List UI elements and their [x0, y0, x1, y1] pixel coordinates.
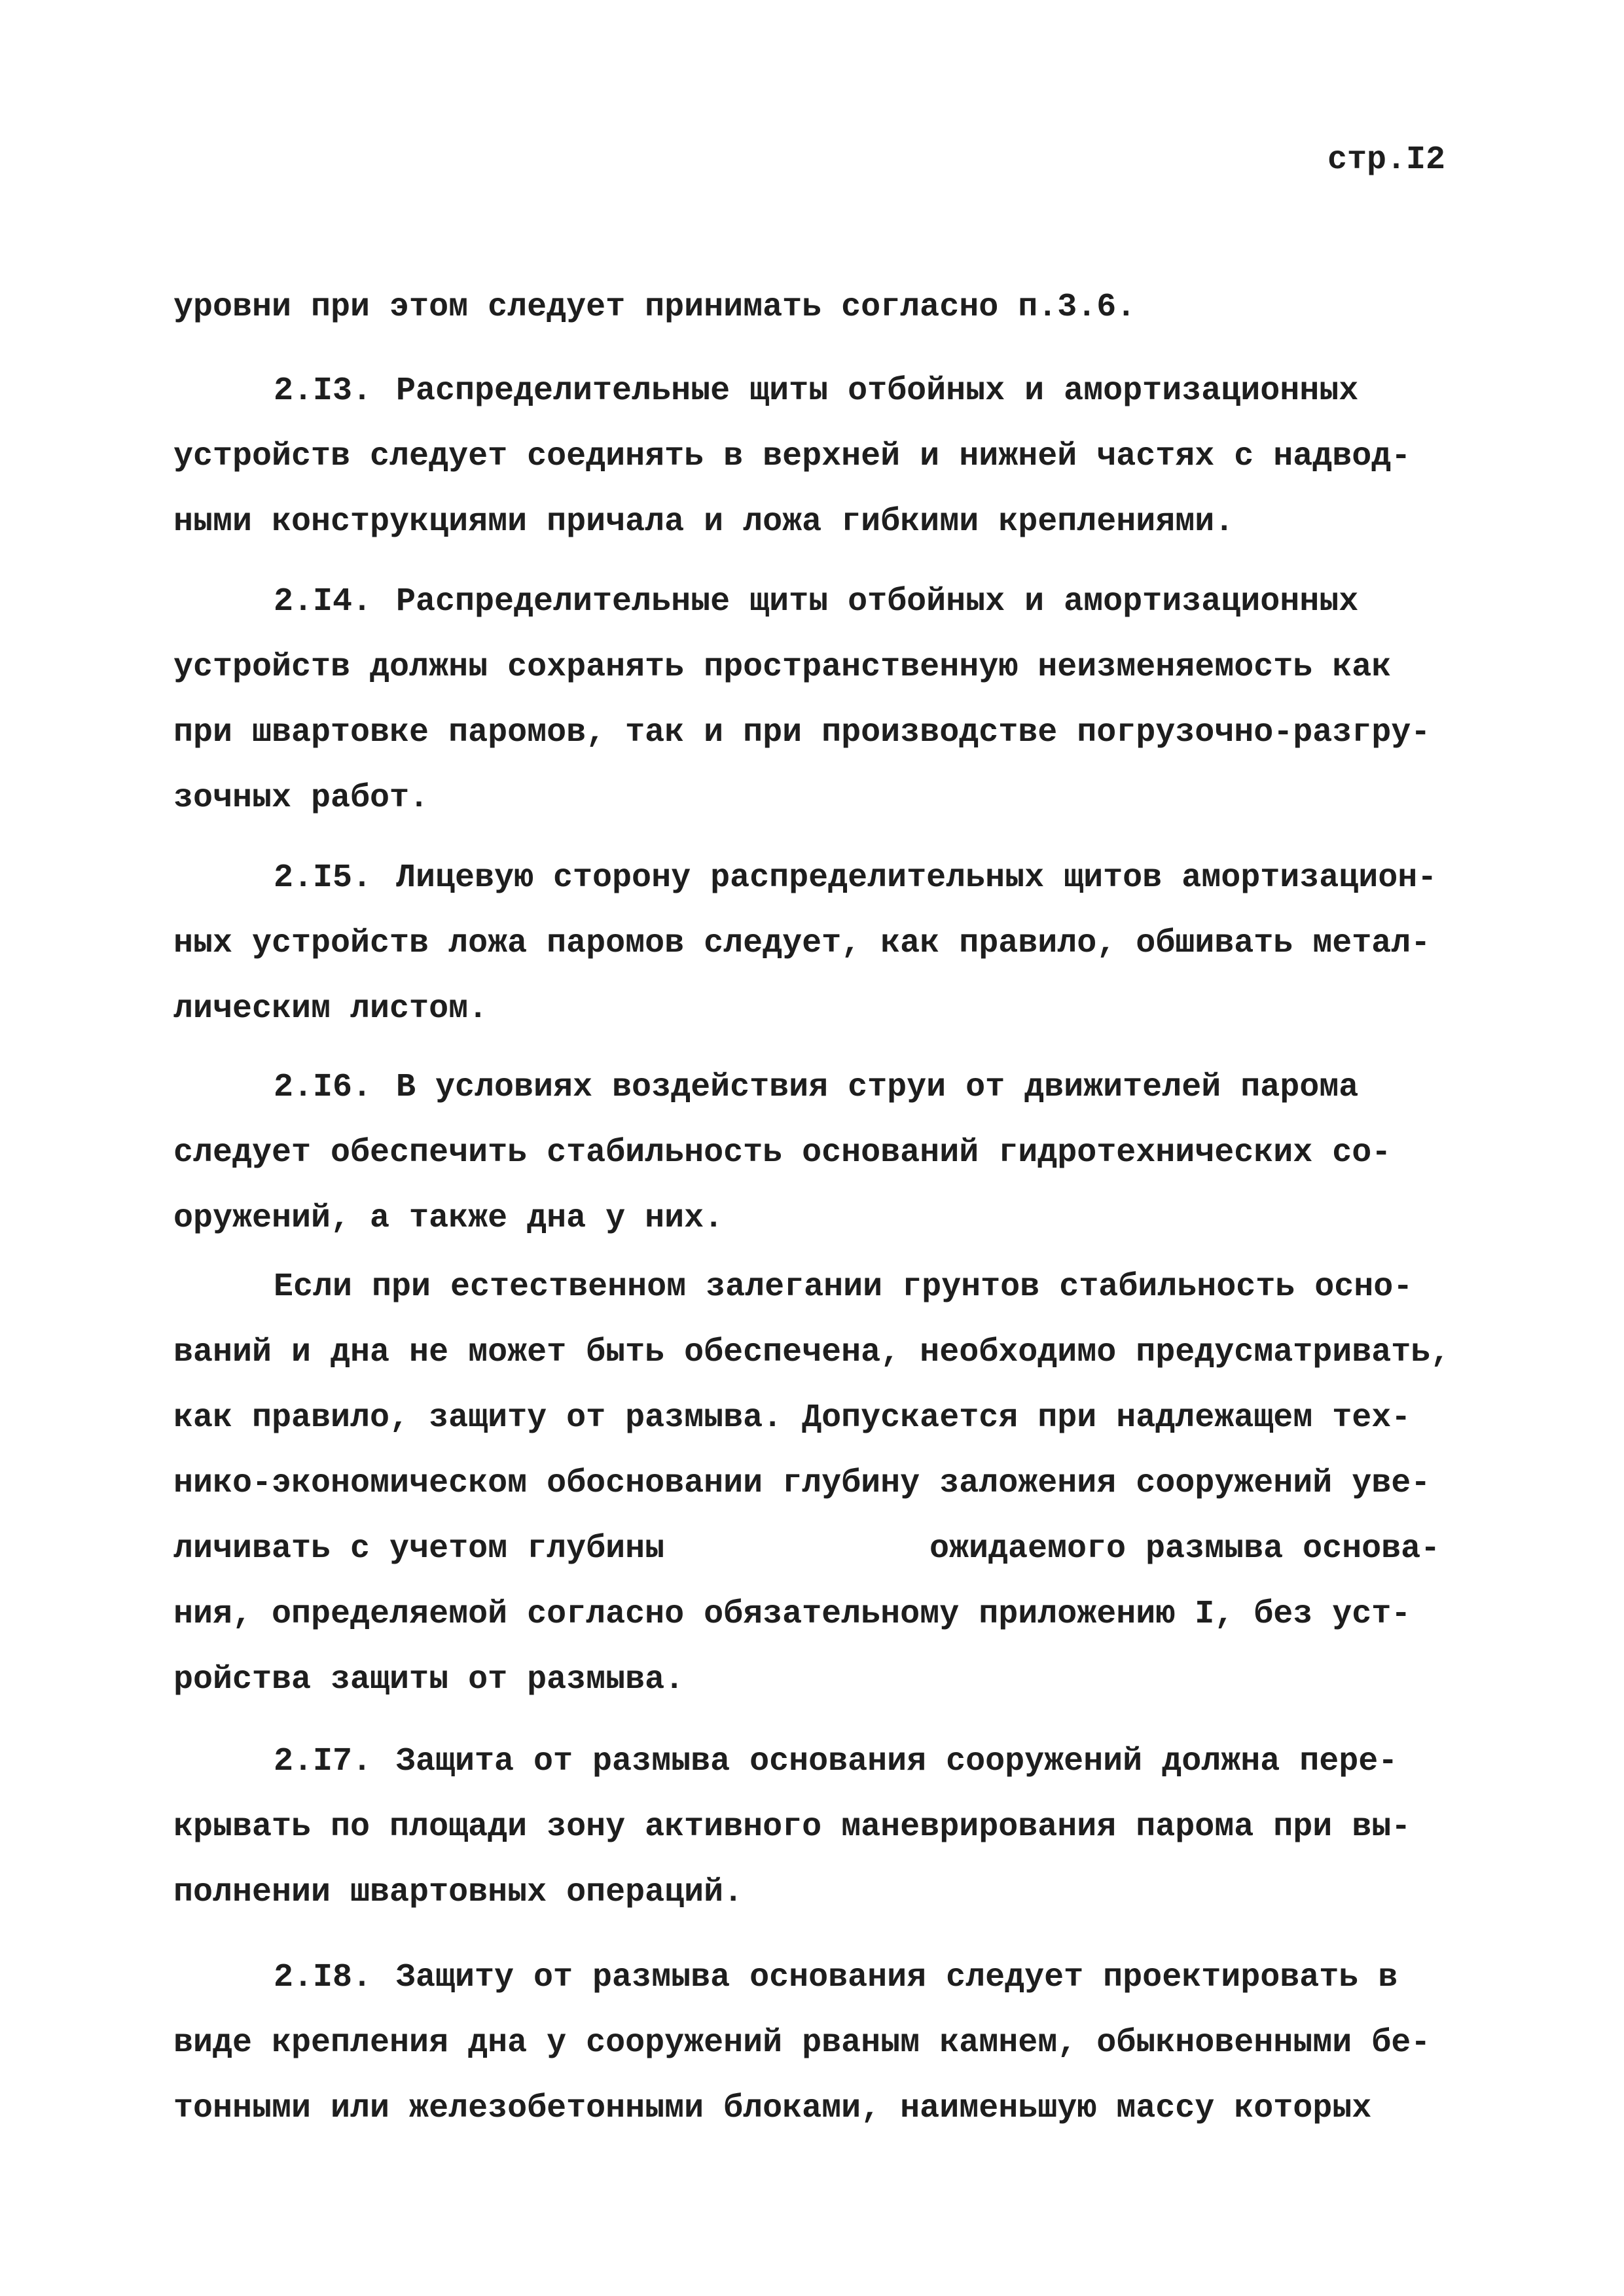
text-line	[0, 1055, 1624, 1121]
line-text: уровни при этом следует принимать согласно п.3.6.	[173, 289, 1136, 326]
text-line	[0, 1320, 1624, 1386]
text-line	[0, 911, 1624, 977]
paragraph-number: 2.I3.	[274, 372, 372, 410]
paragraph-number: 2.I7.	[274, 1743, 372, 1780]
line-text: Защиту от размыва основания следует проектировать в	[396, 1959, 1398, 1996]
line-text: зочных работ.	[173, 780, 429, 817]
line-text: Распределительные щиты отбойных и амортизационных	[396, 372, 1359, 410]
line-text: ваний и дна не может быть обеспечена, необходимо предусматривать,	[173, 1334, 1451, 1371]
line-text: ройства защиты от размыва.	[173, 1661, 685, 1698]
text-line	[0, 1729, 1624, 1795]
line-text: виде крепления дна у сооружений рваным камнем, обыкновенными бе-	[173, 2024, 1431, 2062]
line-text: Распределительные щиты отбойных и амортизационных	[396, 583, 1359, 620]
text-line	[0, 766, 1624, 831]
line-text: оружений, а также дна у них.	[173, 1200, 724, 1237]
line-text: полнении швартовных операций.	[173, 1874, 744, 1911]
line-text: устройств должны сохранять пространственную неизменяемость как	[173, 649, 1392, 686]
line-text: устройств следует соединять в верхней и нижней частях с надвод-	[173, 438, 1411, 475]
line-text: Если при естественном залегании грунтов стабильность осно-	[274, 1268, 1413, 1306]
paragraph-number: 2.I5.	[274, 859, 372, 897]
line-text: Защита от размыва основания сооружений должна пере-	[396, 1743, 1398, 1780]
line-text: Лицевую сторону распределительных щитов амортизацион-	[396, 859, 1437, 897]
text-line	[0, 359, 1624, 424]
line-text: крывать по площади зону активного маневрирования парома при вы-	[173, 1808, 1411, 1846]
text-line	[0, 1451, 1624, 1516]
line-text: тонными или железобетонными блоками, наименьшую массу которых	[173, 2090, 1372, 2127]
text-line	[0, 490, 1624, 555]
text-line	[0, 424, 1624, 490]
text-line	[0, 1386, 1624, 1451]
text-line	[0, 275, 1624, 340]
line-text: лическим листом.	[173, 990, 488, 1028]
paragraph-number: 2.I4.	[274, 583, 372, 620]
line-text: ния, определяемой согласно обязательному приложению I, без уст-	[173, 1596, 1411, 1633]
line-text: следует обеспечить стабильность оснований гидротехнических со-	[173, 1134, 1392, 1172]
text-line	[0, 977, 1624, 1042]
line-text: ных устройств ложа паромов следует, как правило, обшивать метал-	[173, 925, 1431, 962]
line-text: при швартовке паромов, так и при производстве погрузочно-разгру-	[173, 714, 1431, 751]
line-text: нико-экономическом обосновании глубину заложения сооружений уве-	[173, 1465, 1431, 1502]
text-line	[0, 1516, 1624, 1582]
text-line	[0, 1582, 1624, 1647]
paragraph-number: 2.I6.	[274, 1069, 372, 1106]
text-line	[0, 700, 1624, 766]
line-text: В условиях воздействия струи от движителей парома	[396, 1069, 1359, 1106]
text-line	[0, 1945, 1624, 2011]
text-line	[0, 1860, 1624, 1926]
text-line	[0, 1647, 1624, 1713]
line-text: ожидаемого размыва основа-	[929, 1530, 1441, 1568]
text-line	[0, 2076, 1624, 2142]
paragraph-number: 2.I8.	[274, 1959, 372, 1996]
line-text: как правило, защиту от размыва. Допускается при надлежащем тех-	[173, 1399, 1411, 1437]
text-line	[0, 1795, 1624, 1860]
text-line	[0, 635, 1624, 700]
text-line	[0, 1121, 1624, 1186]
line-text: личивать с учетом глубины	[173, 1530, 665, 1568]
text-line	[0, 1255, 1624, 1320]
page-number: стр.I2	[1327, 141, 1446, 179]
text-line	[0, 846, 1624, 911]
text-line	[0, 2011, 1624, 2076]
line-text: ными конструкциями причала и ложа гибкими креплениями.	[173, 503, 1235, 541]
text-line	[0, 569, 1624, 635]
text-line	[0, 1186, 1624, 1251]
